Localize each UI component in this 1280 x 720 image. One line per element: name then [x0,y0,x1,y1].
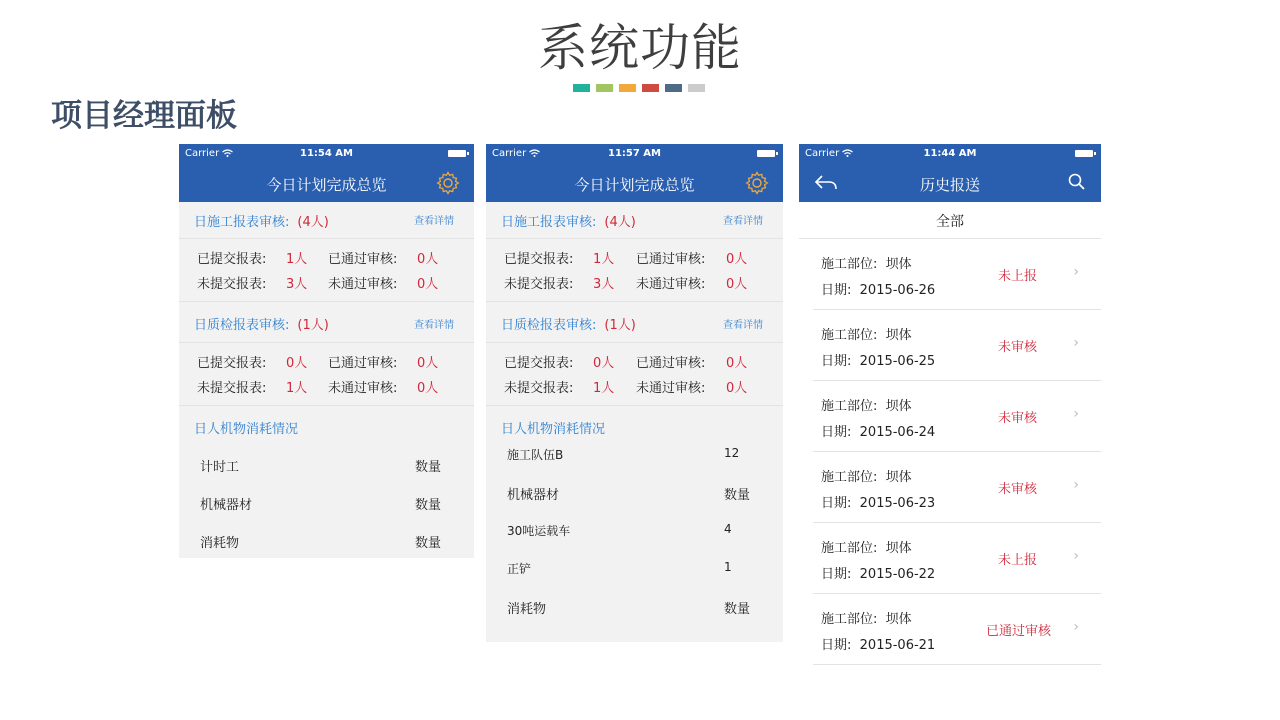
history-row[interactable] [813,594,1101,665]
item-value: 数量 [415,498,442,513]
passed-label: 已通过审核: [636,252,706,267]
filter-all-tab[interactable]: 全部 [799,202,1101,239]
review-count: (4人) [297,215,329,230]
passed-count: 0人 [417,356,439,371]
submitted-label: 已提交报表: [197,252,267,267]
review-count: (1人) [297,318,329,333]
status-badge: 已通过审核 [985,624,1051,639]
list-item[interactable] [179,446,474,484]
list-item[interactable] [486,550,783,588]
status-time: 11:44 AM [923,148,977,159]
submitted-count: 1人 [593,252,615,267]
unsubmitted-label: 未提交报表: [504,381,574,396]
submitted-count: 1人 [286,252,308,267]
failed-label: 未通过审核: [328,277,398,292]
site-label: 施工部位: [821,328,878,343]
passed-count: 0人 [726,252,748,267]
chevron-right-icon: › [1073,619,1079,635]
list-item[interactable] [486,436,783,474]
date-line [821,421,935,440]
unsubmitted-count: 3人 [593,277,615,292]
status-badge: 未审核 [997,482,1037,497]
quality-review-header [486,302,783,343]
item-name: 机械器材 [200,498,253,513]
history-row[interactable] [813,381,1101,452]
nav-title: 历史报送 [919,176,980,194]
unsubmitted-count: 3人 [286,277,308,292]
battery-icon [448,150,466,157]
quality-stats [179,343,474,406]
item-value: 1 [724,560,732,574]
chevron-right-icon: › [1073,406,1079,422]
label-text: 日施工报表审核: [194,215,290,230]
date-value: 2015-06-25 [859,354,936,369]
nav-title: 今日计划完成总览 [574,176,695,194]
quality-review-label [194,314,329,333]
construction-review-header [486,202,783,239]
carrier-text: Carrier [185,148,220,159]
nav-title: 今日计划完成总览 [266,176,387,194]
site-value: 坝体 [885,399,912,414]
date-line [821,634,935,653]
passed-label: 已通过审核: [328,356,398,371]
passed-count: 0人 [726,356,748,371]
quality-review-label [501,314,636,333]
label-text: 日施工报表审核: [501,215,597,230]
date-label: 日期: [821,283,852,298]
unsubmitted-label: 未提交报表: [197,277,267,292]
site-label: 施工部位: [821,257,878,272]
date-value: 2015-06-26 [859,283,936,298]
unsubmitted-label: 未提交报表: [504,277,574,292]
nav-bar [179,164,474,202]
construction-review-label [194,211,329,230]
list-item[interactable] [179,522,474,560]
phone-screen-overview-1 [179,144,474,558]
search-icon[interactable] [1067,172,1087,192]
quality-review-header [179,302,474,343]
status-badge: 未审核 [997,411,1037,426]
history-row[interactable] [813,452,1101,523]
status-badge: 未上报 [997,553,1037,568]
failed-label: 未通过审核: [636,381,706,396]
site-line [821,466,912,485]
date-line [821,350,935,369]
site-line [821,395,912,414]
site-value: 坝体 [885,541,912,556]
item-value: 4 [724,522,732,536]
item-value: 数量 [415,536,442,551]
date-value: 2015-06-21 [859,638,936,653]
failed-count: 0人 [726,277,748,292]
battery-icon [1075,150,1093,157]
consumption-title: 日人机物消耗情况 [194,422,299,437]
item-name: 正铲 [507,562,532,576]
history-row[interactable] [813,310,1101,381]
gear-icon[interactable] [745,171,769,195]
nav-bar [486,164,783,202]
site-label: 施工部位: [821,541,878,556]
submitted-count: 0人 [286,356,308,371]
quality-stats [486,343,783,406]
view-details-link[interactable]: 查看详情 [414,216,454,227]
date-line [821,279,935,298]
passed-label: 已通过审核: [636,356,706,371]
construction-review-label [501,211,636,230]
construction-review-header [179,202,474,239]
status-badge: 未上报 [997,269,1037,284]
review-count: (4人) [604,215,636,230]
status-bar [799,144,1101,164]
site-line [821,537,912,556]
page-title: 系统功能 [538,19,742,77]
status-time: 11:54 AM [299,148,353,159]
site-line [821,608,912,627]
swatch [688,84,705,92]
item-value: 12 [724,446,740,460]
chevron-right-icon: › [1073,477,1079,493]
submitted-label: 已提交报表: [504,356,574,371]
date-line [821,563,935,582]
swatch [619,84,636,92]
consumption-header [179,406,474,446]
passed-label: 已通过审核: [328,252,398,267]
list-item[interactable] [486,588,783,626]
failed-count: 0人 [417,381,439,396]
failed-label: 未通过审核: [328,381,398,396]
chevron-right-icon: › [1073,548,1079,564]
swatch [573,84,590,92]
swatch [596,84,613,92]
passed-count: 0人 [417,252,439,267]
item-name: 30吨运载车 [507,524,571,538]
consumption-title: 日人机物消耗情况 [501,422,606,437]
unsubmitted-label: 未提交报表: [197,381,267,396]
phone-screen-overview-2 [486,144,783,642]
list-item[interactable] [179,484,474,522]
site-value: 坝体 [885,257,912,272]
date-value: 2015-06-23 [859,496,936,511]
view-details-link[interactable]: 查看详情 [723,216,763,227]
chevron-right-icon: › [1073,264,1079,280]
site-line [821,253,912,272]
status-bar [486,144,783,164]
site-line [821,324,912,343]
site-label: 施工部位: [821,399,878,414]
item-name: 消耗物 [200,536,240,551]
item-name: 机械器材 [507,488,560,503]
construction-stats [179,239,474,302]
date-line [821,492,935,511]
item-value: 数量 [724,602,751,617]
review-count: (1人) [604,318,636,333]
date-value: 2015-06-24 [859,425,936,440]
gear-icon[interactable] [436,171,460,195]
section-title: 项目经理面板 [51,98,237,134]
site-label: 施工部位: [821,470,878,485]
item-value: 数量 [724,488,751,503]
submitted-count: 0人 [593,356,615,371]
color-swatches [573,84,705,92]
status-time: 11:57 AM [607,148,661,159]
status-bar [179,144,474,164]
phone-screen-history [799,144,1101,653]
chevron-right-icon: › [1073,335,1079,351]
unsubmitted-count: 1人 [593,381,615,396]
submitted-label: 已提交报表: [197,356,267,371]
site-label: 施工部位: [821,612,878,627]
date-label: 日期: [821,425,852,440]
failed-count: 0人 [726,381,748,396]
label-text: 日质检报表审核: [194,318,290,333]
list-item[interactable] [486,512,783,550]
swatch [665,84,682,92]
construction-stats [486,239,783,302]
nav-bar [799,164,1101,202]
status-badge: 未审核 [997,340,1037,355]
failed-label: 未通过审核: [636,277,706,292]
item-value: 数量 [415,460,442,475]
site-value: 坝体 [885,328,912,343]
list-item[interactable] [486,474,783,512]
site-value: 坝体 [885,612,912,627]
carrier-text: Carrier [805,148,840,159]
view-details-link[interactable]: 查看详情 [723,320,763,331]
date-value: 2015-06-22 [859,567,936,582]
date-label: 日期: [821,567,852,582]
item-name: 施工队伍B [507,448,564,462]
swatch [642,84,659,92]
battery-icon [757,150,775,157]
history-row[interactable] [813,523,1101,594]
date-label: 日期: [821,354,852,369]
label-text: 日质检报表审核: [501,318,597,333]
date-label: 日期: [821,496,852,511]
item-name: 消耗物 [507,602,547,617]
history-row[interactable] [813,239,1101,310]
carrier-text: Carrier [492,148,527,159]
site-value: 坝体 [885,470,912,485]
date-label: 日期: [821,638,852,653]
failed-count: 0人 [417,277,439,292]
item-name: 计时工 [200,460,240,475]
unsubmitted-count: 1人 [286,381,308,396]
view-details-link[interactable]: 查看详情 [414,320,454,331]
submitted-label: 已提交报表: [504,252,574,267]
